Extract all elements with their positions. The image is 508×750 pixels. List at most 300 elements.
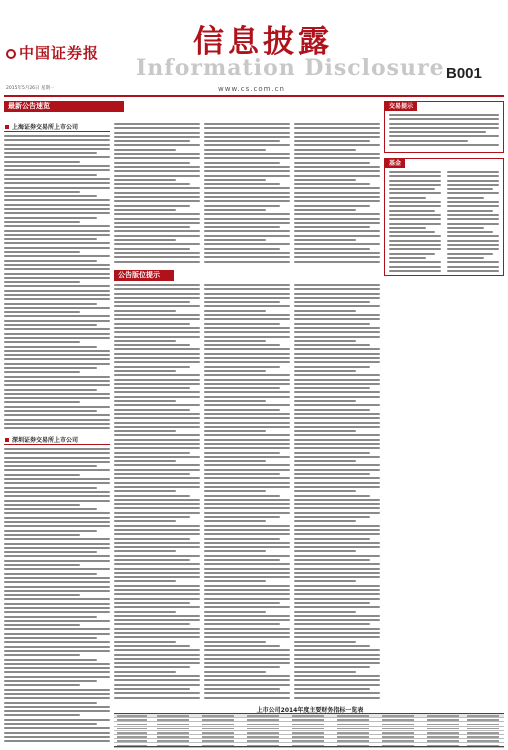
text-line [4, 487, 97, 489]
text-line [114, 499, 200, 501]
text-line [389, 270, 441, 272]
text-line [4, 586, 110, 588]
text-line [204, 361, 290, 363]
trading-tips-box [384, 101, 504, 153]
text-line [114, 546, 200, 548]
text-line [294, 555, 380, 557]
text-line [447, 201, 499, 203]
text-line [114, 688, 190, 690]
table-cell [467, 719, 499, 721]
text-line [204, 213, 290, 215]
text-line [114, 318, 200, 320]
text-line [114, 187, 200, 189]
text-line [204, 576, 290, 578]
text-line [204, 563, 290, 565]
text-line [389, 223, 441, 225]
text-line [204, 512, 290, 514]
text-line [114, 598, 200, 600]
text-line [204, 179, 266, 181]
text-line [204, 529, 290, 531]
text-line [294, 649, 380, 651]
table-cell [247, 740, 279, 742]
text-column-2 [114, 123, 200, 268]
text-line [4, 702, 97, 704]
text-line [114, 200, 200, 202]
text-line [114, 649, 200, 651]
table-cell [247, 724, 279, 726]
text-line [4, 611, 110, 613]
table-cell [427, 728, 459, 730]
text-column-4 [294, 123, 380, 268]
table-cell [467, 728, 499, 730]
text-line [294, 404, 380, 406]
text-line [4, 628, 110, 630]
text-line [294, 654, 380, 656]
table-cell [157, 736, 189, 738]
table-cell [157, 715, 189, 717]
text-line [114, 611, 176, 613]
text-line [4, 508, 97, 510]
text-line [4, 620, 110, 622]
text-line [4, 384, 110, 386]
text-line [204, 301, 280, 303]
text-line [294, 671, 356, 673]
text-line [4, 242, 110, 244]
text-line [4, 667, 110, 669]
text-line [4, 740, 110, 742]
text-line [389, 214, 441, 216]
text-line [4, 315, 110, 317]
text-line [4, 641, 110, 643]
text-line [4, 603, 110, 605]
text-line [114, 555, 200, 557]
text-line [294, 353, 380, 355]
text-line [204, 413, 290, 415]
text-line [114, 230, 200, 232]
text-line [114, 473, 190, 475]
text-line [294, 632, 380, 634]
text-line [294, 297, 380, 299]
text-line [204, 226, 280, 228]
text-line [114, 486, 200, 488]
text-line [389, 188, 435, 190]
text-line [294, 589, 380, 591]
text-line [114, 370, 176, 372]
text-line [204, 679, 290, 681]
table-cell [382, 732, 414, 734]
text-line [114, 426, 200, 428]
text-line [4, 225, 110, 227]
text-line [389, 231, 435, 233]
text-line [4, 234, 110, 236]
text-line [4, 598, 110, 600]
text-line [204, 658, 290, 660]
text-line [204, 477, 290, 479]
text-line [204, 692, 290, 694]
text-line [4, 285, 110, 287]
text-line [114, 391, 200, 393]
text-line [294, 123, 380, 125]
text-line [114, 512, 200, 514]
text-line [389, 140, 468, 142]
text-line [4, 324, 97, 326]
text-line [4, 654, 80, 656]
text-line [204, 572, 290, 574]
text-line [4, 423, 110, 425]
text-line [4, 547, 110, 549]
text-line [4, 277, 110, 279]
text-line [294, 559, 370, 561]
text-line [204, 542, 290, 544]
text-line [114, 636, 200, 638]
text-line [204, 353, 290, 355]
text-line [114, 692, 200, 694]
text-line [294, 179, 356, 181]
text-line [4, 581, 110, 583]
text-line [447, 240, 499, 242]
section-shenzhen-header: 深圳证券交易所上市公司 [4, 436, 110, 445]
table-cell [292, 719, 324, 721]
text-line [294, 477, 380, 479]
text-line [114, 153, 200, 155]
text-line [204, 688, 280, 690]
text-line [204, 284, 290, 286]
text-line [4, 719, 110, 721]
text-line [294, 602, 370, 604]
text-line [204, 684, 290, 686]
masthead-rule [4, 95, 504, 97]
text-line [294, 636, 380, 638]
text-line [4, 710, 110, 712]
text-line [204, 230, 290, 232]
text-line [4, 363, 110, 365]
text-line [204, 422, 290, 424]
text-line [114, 666, 190, 668]
text-line [204, 340, 266, 342]
text-line [114, 344, 190, 346]
text-line [114, 157, 200, 159]
text-line [204, 417, 290, 419]
text-line [114, 170, 200, 172]
table-cell [247, 736, 279, 738]
text-line [114, 434, 200, 436]
text-line [204, 632, 290, 634]
text-line [204, 222, 290, 224]
text-line [4, 165, 110, 167]
text-line [204, 568, 290, 570]
text-line [294, 529, 380, 531]
text-line [204, 166, 290, 168]
text-line [114, 314, 200, 316]
text-line [294, 422, 380, 424]
text-line [204, 305, 290, 307]
text-line [294, 248, 370, 250]
text-line [447, 227, 484, 229]
text-line [114, 361, 200, 363]
text-line [204, 430, 266, 432]
text-line [4, 161, 80, 163]
text-line [294, 413, 380, 415]
text-line [114, 123, 200, 125]
text-line [4, 410, 97, 412]
text-line [204, 344, 280, 346]
text-line [447, 210, 493, 212]
text-line [114, 340, 176, 342]
text-line [114, 357, 200, 359]
text-line [4, 680, 97, 682]
text-line [204, 589, 290, 591]
text-line [114, 675, 200, 677]
text-line [294, 490, 356, 492]
text-line [4, 659, 97, 661]
text-line [294, 305, 380, 307]
text-line [447, 184, 499, 186]
text-line [294, 568, 380, 570]
text-line [294, 645, 370, 647]
text-line [204, 387, 280, 389]
table-cell [427, 719, 459, 721]
text-line [4, 538, 110, 540]
text-line [4, 182, 110, 184]
table-cell [247, 719, 279, 721]
text-line [294, 153, 380, 155]
text-line [294, 222, 380, 224]
table-cell [382, 736, 414, 738]
text-line [204, 628, 290, 630]
text-line [4, 452, 110, 454]
text-line [204, 243, 290, 245]
text-line [4, 646, 110, 648]
text-line [114, 353, 200, 355]
text-line [4, 393, 110, 395]
text-line [204, 641, 266, 643]
text-line [114, 529, 200, 531]
text-line [294, 628, 380, 630]
table-cell [337, 728, 369, 730]
trading-tips-title: 交易提示 [385, 102, 417, 111]
text-line [114, 460, 176, 462]
text-line [204, 671, 266, 673]
text-column-1 [4, 135, 110, 435]
text-line [389, 205, 441, 207]
text-line [114, 645, 190, 647]
text-line [204, 611, 266, 613]
text-line [4, 478, 110, 480]
text-line [114, 516, 190, 518]
text-line [204, 490, 266, 492]
text-line [4, 663, 110, 665]
text-line [389, 175, 441, 177]
text-line [4, 367, 97, 369]
text-line [294, 144, 380, 146]
text-line [114, 615, 200, 617]
text-line [204, 439, 290, 441]
text-line [114, 671, 176, 673]
text-line [294, 140, 370, 142]
text-line [294, 314, 380, 316]
text-line [114, 568, 200, 570]
text-line [204, 196, 290, 198]
text-line [204, 383, 290, 385]
text-line [389, 257, 426, 259]
text-line [294, 284, 380, 286]
text-line [114, 654, 200, 656]
text-line [204, 623, 280, 625]
text-line [204, 520, 266, 522]
text-line [4, 337, 110, 339]
text-line [114, 331, 200, 333]
text-line [4, 590, 110, 592]
text-line [294, 460, 356, 462]
table-cell [337, 719, 369, 721]
text-line [294, 235, 380, 237]
text-line [294, 396, 380, 398]
text-line [114, 439, 200, 441]
text-line [114, 218, 200, 220]
text-line [4, 427, 110, 429]
text-line [4, 560, 110, 562]
text-line [4, 156, 110, 158]
text-line [4, 247, 110, 249]
text-line [114, 606, 200, 608]
text-line [447, 257, 484, 259]
text-line [294, 469, 380, 471]
text-line [294, 318, 380, 320]
text-line [389, 123, 499, 125]
text-line [389, 118, 499, 120]
text-line [4, 238, 97, 240]
website[interactable]: www.cs.com.cn [218, 85, 285, 93]
text-line [204, 473, 280, 475]
text-line [294, 482, 380, 484]
text-line [4, 208, 110, 210]
trading-tips-text [389, 114, 499, 152]
text-line [114, 336, 200, 338]
text-line [4, 354, 110, 356]
text-line [114, 213, 200, 215]
financial-table [114, 713, 504, 747]
table-cell [337, 745, 369, 747]
text-line [204, 132, 290, 134]
text-line [294, 379, 380, 381]
text-line [447, 197, 484, 199]
text-column-7 [294, 284, 380, 704]
table-cell [382, 740, 414, 742]
text-line [204, 486, 290, 488]
page-code: B001 [446, 65, 482, 82]
text-line [4, 633, 110, 635]
text-line [114, 239, 176, 241]
text-line [204, 469, 290, 471]
text-line [114, 149, 176, 151]
text-line [294, 550, 356, 552]
table-row [114, 743, 504, 747]
table-cell [292, 715, 324, 717]
text-line [4, 684, 80, 686]
table-cell [337, 715, 369, 717]
table-cell [157, 724, 189, 726]
text-line [114, 140, 190, 142]
text-line [204, 559, 280, 561]
text-line [294, 611, 356, 613]
table-cell [467, 740, 499, 742]
text-line [114, 196, 200, 198]
text-line [4, 573, 97, 575]
text-line [294, 256, 380, 258]
table-cell [157, 740, 189, 742]
text-line [294, 170, 380, 172]
text-line [294, 157, 380, 159]
text-line [204, 366, 280, 368]
table-cell [427, 732, 459, 734]
text-line [204, 374, 290, 376]
text-line [294, 327, 380, 329]
text-line [389, 184, 441, 186]
text-line [204, 192, 290, 194]
text-line [204, 170, 290, 172]
table-cell [157, 732, 189, 734]
text-line [114, 179, 176, 181]
text-line [4, 264, 110, 266]
text-line [294, 486, 380, 488]
text-line [389, 114, 499, 116]
text-line [294, 598, 380, 600]
text-line [4, 148, 110, 150]
table-cell [202, 736, 234, 738]
section-notice-header: 公告版位提示 [114, 270, 174, 281]
text-line [204, 593, 290, 595]
text-line [204, 585, 290, 587]
table-cell [247, 732, 279, 734]
text-line [204, 645, 280, 647]
text-line [114, 387, 190, 389]
text-line [294, 183, 370, 185]
text-line [294, 684, 380, 686]
text-line [204, 619, 290, 621]
text-line [294, 580, 356, 582]
table-cell [292, 745, 324, 747]
fund-text-1 [389, 171, 441, 275]
text-line [114, 593, 200, 595]
text-line [204, 127, 290, 129]
text-line [294, 149, 356, 151]
text-line [204, 662, 290, 664]
text-line [114, 144, 200, 146]
table-cell [427, 724, 459, 726]
text-line [389, 131, 486, 133]
text-line [114, 495, 190, 497]
text-line [389, 180, 441, 182]
text-line [114, 166, 200, 168]
text-line [114, 310, 176, 312]
text-line [204, 370, 266, 372]
text-line [294, 383, 380, 385]
table-cell [157, 745, 189, 747]
text-line [204, 297, 290, 299]
text-line [4, 251, 80, 253]
table-cell [427, 736, 459, 738]
text-line [294, 192, 380, 194]
text-line [114, 464, 200, 466]
text-line [204, 175, 290, 177]
text-line [4, 419, 110, 421]
text-line [4, 401, 80, 403]
text-line [294, 293, 380, 295]
text-line [294, 692, 380, 694]
text-line [447, 231, 493, 233]
text-line [389, 253, 435, 255]
text-line [4, 320, 110, 322]
